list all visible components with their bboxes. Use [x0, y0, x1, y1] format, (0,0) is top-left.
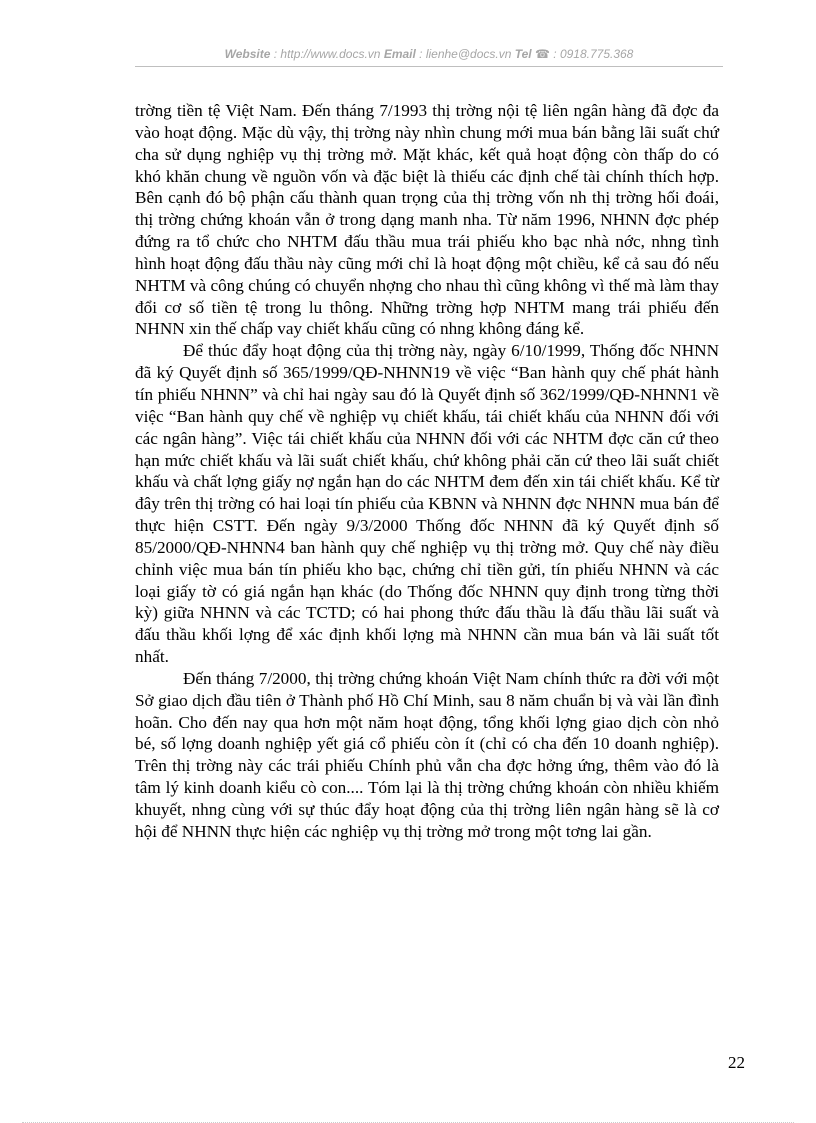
paragraph-2: Để thúc đẩy hoạt động của thị trờng này, ngày 6/10/1999, Thống đốc NHNN đã ký Quyết định số 365/1999/QĐ-NHNN19 về việc “Ban hành quy chế phát hành tín phiếu NHNN” và chỉ hai ngày sau đó là Quyết định số 362/1999/QĐ-NHNN1 về việc “Ban hành quy chế về nghiệp vụ chiết khấu, tái chiết khấu của NHNN đối với các ngân hàng”. Việc tái chiết khấu của NHNN đối với các NHTM đợc căn cứ theo hạn mức chiết khấu và lãi suất chiết khấu, chứ không phải căn cứ theo lãi suất chiết khấu và chất lợng giấy nợ ngắn hạn do các NHTM đem đến xin tái chiết khấu. Kể từ đây trên thị trờng có hai loại tín phiếu của KBNN và NHNN đợc NHNN mua bán để thực hiện CSTT. Đến ngày 9/3/2000 Thống đốc NHNN đã ký Quyết định số 85/2000/QĐ-NHNN4 ban hành quy chế nghiệp vụ thị trờng mở. Quy chế này điều chỉnh việc mua bán tín phiếu kho bạc, chứng chỉ tiền gửi, tín phiếu NHNN và các loại giấy tờ có giá ngắn hạn khác (do Thống đốc NHNN quy định trong từng thời kỳ) giữa NHNN và các TCTD; có hai phong thức đấu thầu là đấu thầu lãi suất và đấu thầu khối lợng để xác định khối lợng mà NHNN cần mua bán và lãi suất tốt nhất.	[135, 341, 719, 667]
document-body	[135, 100, 719, 843]
email-value: : lienhe@docs.vn	[415, 47, 515, 61]
page-number: 22	[728, 1053, 745, 1072]
paragraph-3: Đến tháng 7/2000, thị trờng chứng khoán Việt Nam chính thức ra đời với một Sở giao dịch đầu tiên ở Thành phố Hồ Chí Minh, sau 8 năm chuẩn bị và vài lần đình hoãn. Cho đến nay qua hơn một năm hoạt động, tổng khối lợng giao dịch còn nhỏ bé, số lợng doanh nghiệp yết giá cổ phiếu còn ít (chỉ có cha đến 10 doanh nghiệp). Trên thị trờng này các trái phiếu Chính phủ vẫn cha đợc hởng ứng, thêm vào đó là tâm lý kinh doanh kiểu cò con.... Tóm lại là thị trờng chứng khoán còn nhiều khiếm khuyết, nhng cùng với sự thúc đẩy hoạt động của thị trờng liên ngân hàng sẽ là cơ hội để NHNN thực hiện các nghiệp vụ thị trờng mở trong một tơng lai gần.	[135, 668, 719, 841]
header-divider	[135, 66, 723, 67]
website-label: Website	[224, 47, 271, 61]
paragraph-1: trờng tiền tệ Việt Nam. Đến tháng 7/1993 thị trờng nội tệ liên ngân hàng đã đợc đa vào hoạt động. Mặc dù vậy, thị trờng này nhìn chung mới mua bán bằng lãi suất chứ cha sử dụng nghiệp vụ thị trờng mở. Mặt khác, kết quả hoạt động còn thấp do có khó khăn chung về nguồn vốn và đặc biệt là thiếu các định chế tài chính thích hợp. Bên cạnh đó bộ phận cấu thành quan trọng của thị trờng vốn nh thị trờng hối đoái, thị trờng chứng khoán vẫn ở trong dạng manh nha. Từ năm 1996, NHNN đợc phép đứng ra tổ chức cho NHTM đấu thầu mua trái phiếu kho bạc nhà nớc, nhng tình hình hoạt động đấu thầu này cũng mới chỉ là hoạt động một chiều, kể cả sau đó nếu NHTM và công chúng có chuyển nhợng cho nhau thì cũng không vì thế mà làm thay đổi cơ số tiền tệ trong lu thông. Những trờng hợp NHTM mang trái phiếu đến NHNN xin thế chấp vay chiết khấu cũng có nhng không đáng kể.	[135, 101, 719, 339]
website-value: : http://www.docs.vn	[270, 47, 384, 61]
phone-icon: ☎	[534, 47, 550, 61]
tel-label: Tel	[514, 47, 532, 61]
page-header	[135, 47, 723, 67]
email-label: Email	[383, 47, 416, 61]
tel-value: : 0918.775.368	[549, 47, 634, 61]
